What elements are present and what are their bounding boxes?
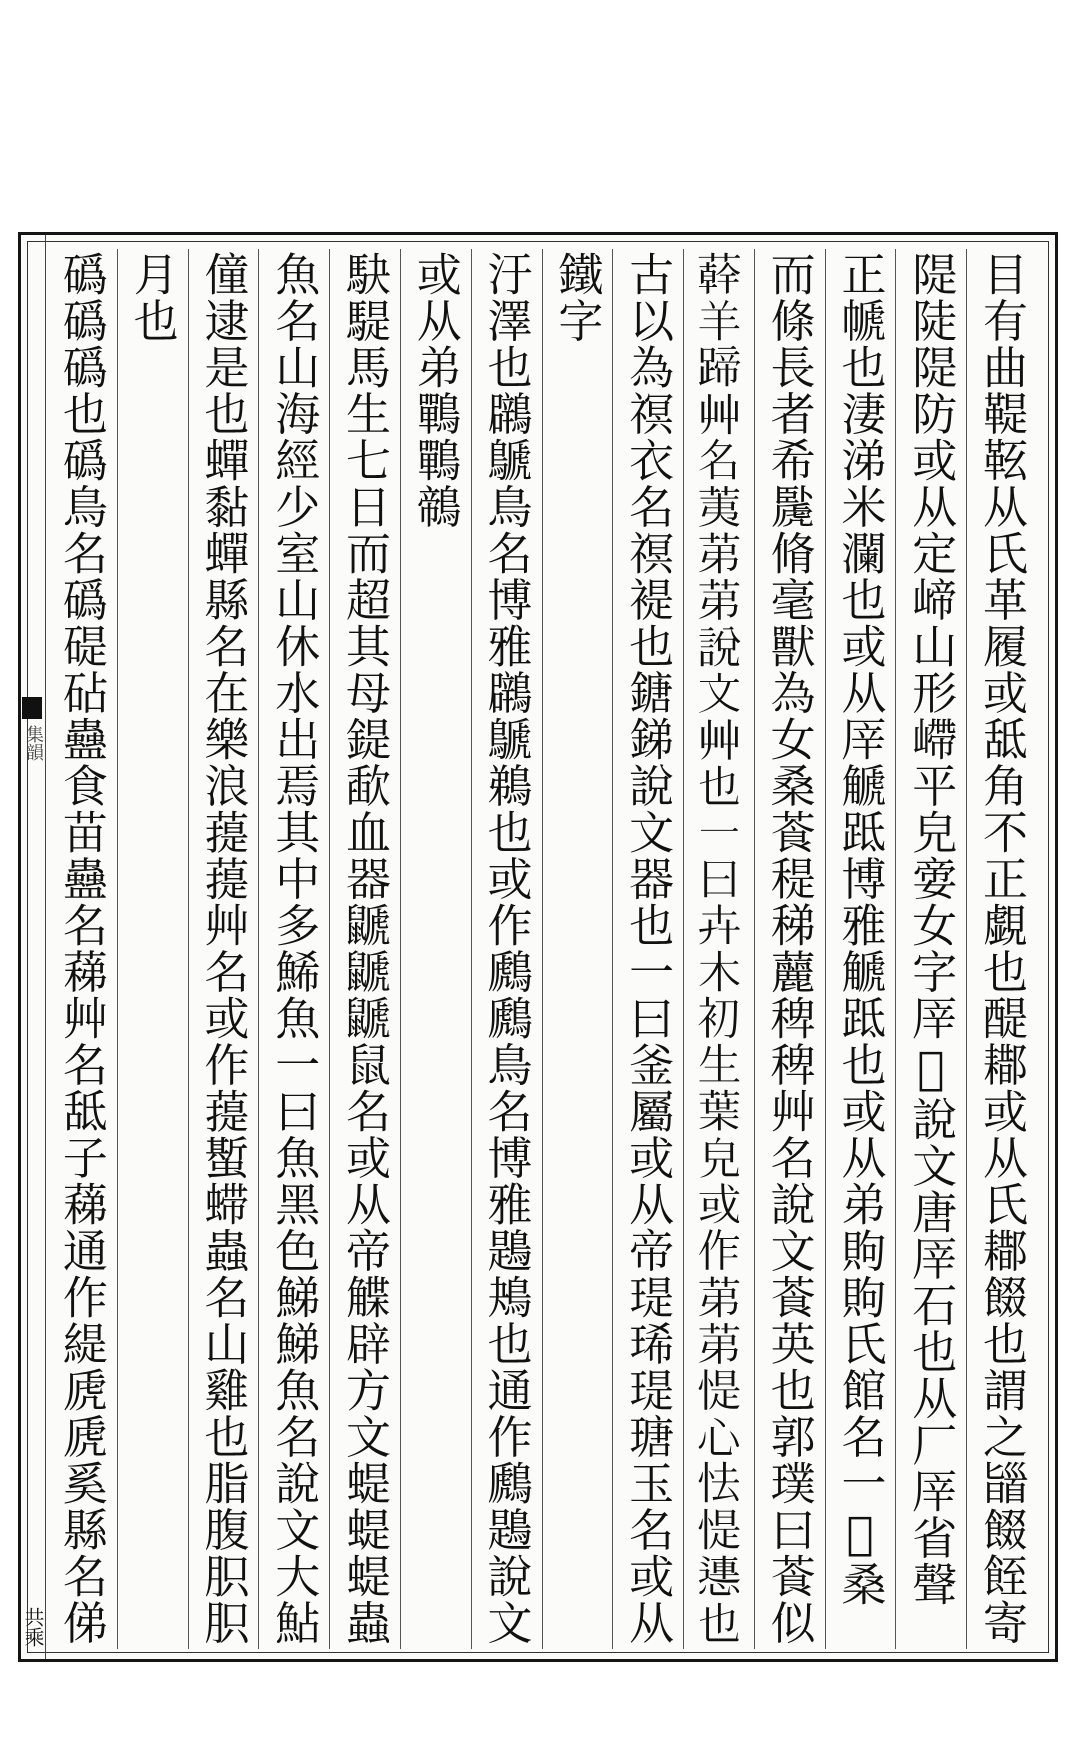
text-column-4: 而條長者希䖙脩毫獸為女桑䓹䅠稊䕻稗稗艸名說文䓹英也郭璞曰䓹似 [754,249,825,1649]
text-column-12: 僮逮是也蟬黏蟬縣名在樂浪䔶䔶艸名或作䔶蟴䗖蟲名山雞也脂腹胑胑 [188,249,259,1649]
text-column-1: 目有曲鞮䩘从氏革履或䑛角不正覷也醍䣢或从氏䣢餟也謂之䭬餟䬹寄 [966,249,1037,1649]
text-columns [47,249,1037,1649]
text-column-11: 魚名山海經少室山休水出焉其中多鯑魚一曰魚黑色鮷鮷魚名說文大鮎 [258,249,329,1649]
text-column-7: 鐵字 [542,249,613,1649]
text-column-6: 古以為䄙衣名䄙褆也鎕銻說文器也一曰釜屬或从帝瑅琋瑅瑭玉名或从 [612,249,683,1649]
text-column-2: 隄陡隄防或从定崹山形嵽平皃㛳女字厗𥐢說文唐厗石也从厂厗省聲 [895,249,966,1649]
text-column-10: 駃騠馬生七日而超其母鍉歃血器鼶鼶鼶鼠名或从帝䚢辟方文蝭蝭蝭蟲 [329,249,400,1649]
text-column-14: 䃣䃣䃣也䃣鳥名䃣碮砧蠱食苗蠱名蕛艸名䑛子蕛通作緹虒虒奚縣名俤 [54,251,108,1646]
margin-strip [21,235,46,1659]
printed-block [18,232,1058,1662]
text-column-5: 𦼮羊蹄艸名荑苐苐說文艸也一曰卉木初生葉皃或作苐苐惿心怯惿㦁也 [683,249,754,1649]
text-column-9: 或从弟鷤鷤鶙 [400,249,471,1649]
fold-mark [22,697,42,719]
margin-text: 集韻 [23,725,44,761]
text-column-3: 正㡗也淒涕米瀾也或从厗䚦䟡博雅䚦䟡也或从弟䝭䝭氏館名一𣘋桑 [825,249,896,1649]
text-column-13: 月也 [117,249,188,1649]
folio-number: 共乘 [21,1607,45,1647]
text-column-8: 汙澤也鸊鷈鳥名博雅鸊鷈鵜也或作鷉鷉鳥名博雅鶗鴂也通作鷉鶗說文 [471,249,542,1649]
